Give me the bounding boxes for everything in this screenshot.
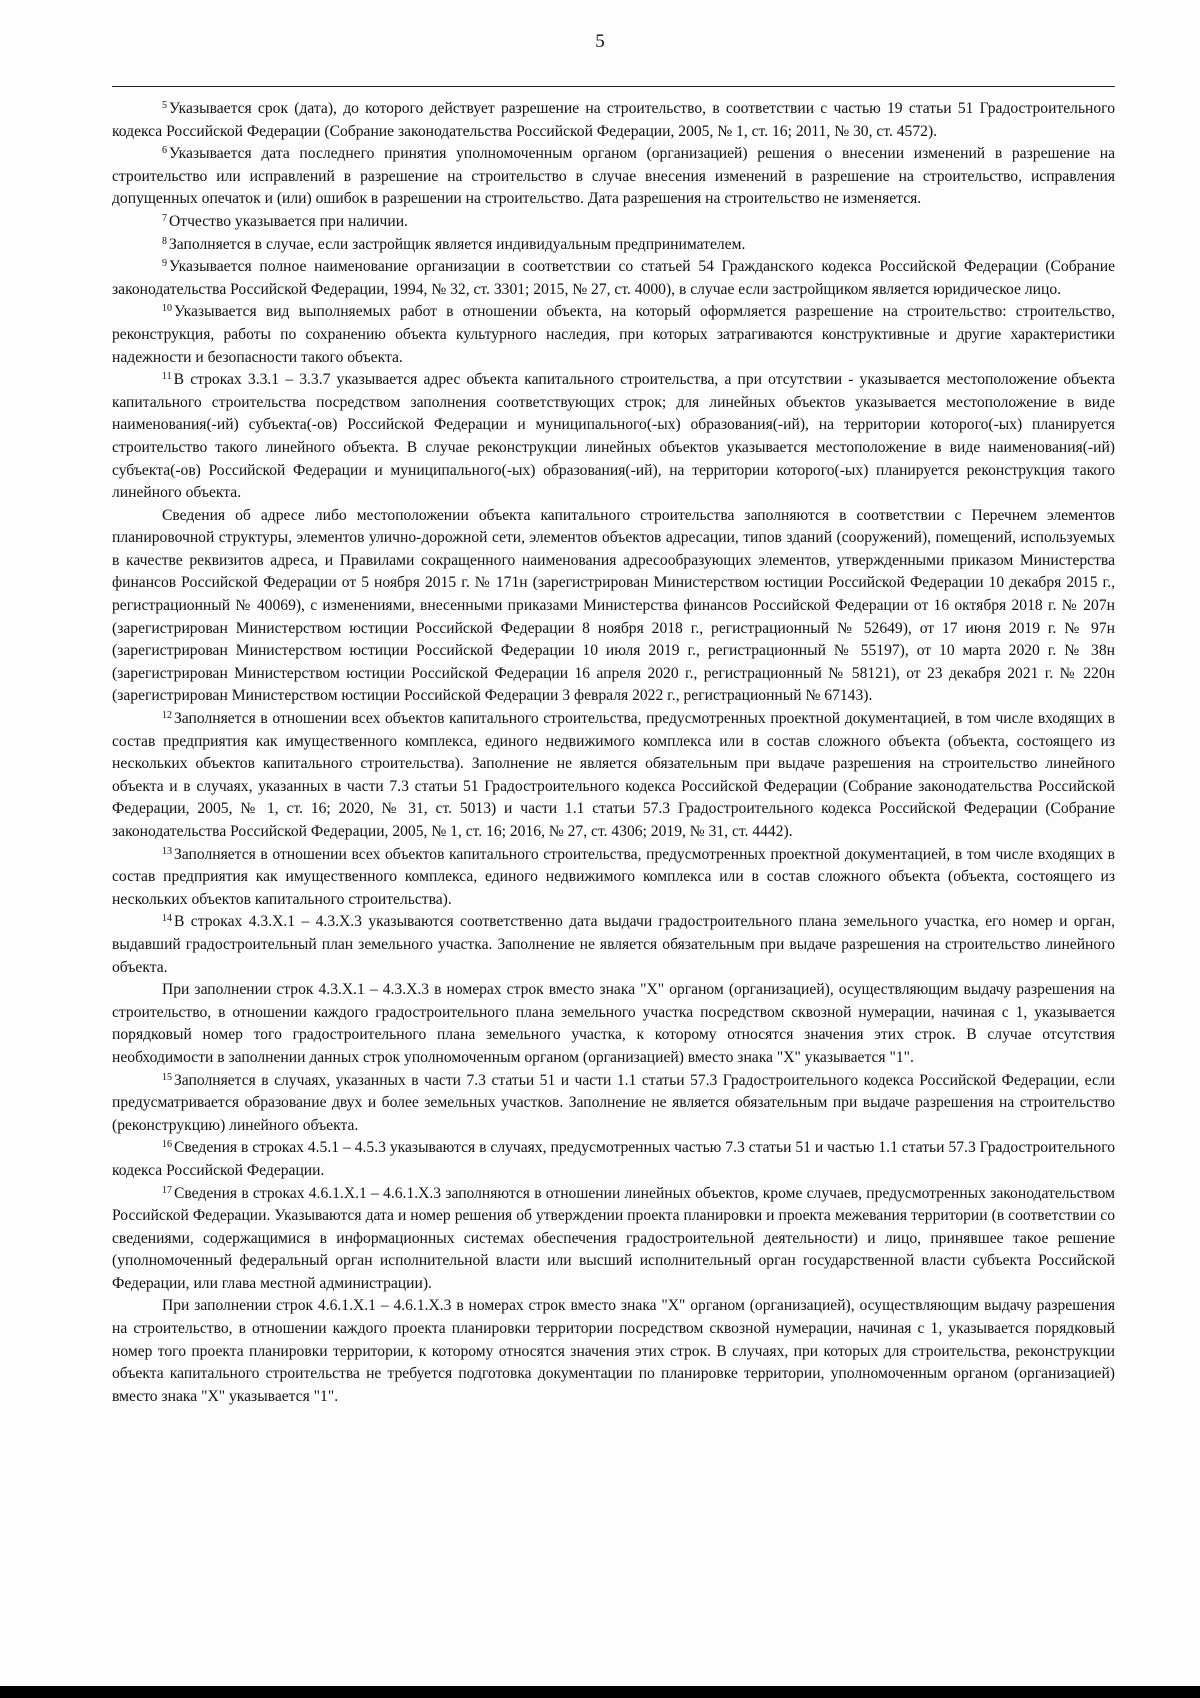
footnote-mark: 16: [162, 1139, 172, 1151]
footnote-17: [112, 1183, 1115, 1296]
footnote-14: [112, 911, 1115, 979]
footnote-13: [112, 844, 1115, 912]
footnote-text: Заполняется в отношении всех объектов капитального строительства, предусмотренных проектной документацией, в том числе входящих в состав предприятия как имущественного комплекса, единого недвижимого комплекса или в состав сложного объекта (объекта, состоящего из нескольких объектов капитального строительства).: [112, 845, 1115, 908]
footnote-separator-line: [112, 86, 1115, 87]
footnote-text: Заполняется в случае, если застройщик является индивидуальным предпринимателем.: [169, 235, 746, 253]
footnote-text: Сведения об адресе либо местоположении объекта капитального строительства заполняются в соответствии с Перечнем элементов планировочной структуры, элементов улично-дорожной сети, элементов объектов адресации, типов зданий (сооружений), помещений, используемых в качестве реквизитов адреса, и Правилами сокращенного наименования адресообразующих элементов, утвержденными приказом Министерства финансов Российской Федерации от 5 ноября 2015 г. № 171н (зарегистрирован Министерством юстиции Российской Федерации 10 декабря 2015 г., регистрационный № 40069), с изменениями, внесенными приказами Министерства финансов Российской Федерации от 16 октября 2018 г. № 207н (зарегистрирован Министерством юстиции Российской Федерации 8 ноября 2018 г., регистрационный № 52649), от 17 июня 2019 г. № 97н (зарегистрирован Министерством юстиции Российской Федерации 10 июля 2019 г., регистрационный № 55197), от 10 марта 2020 г. № 38н (зарегистрирован Министерством юстиции Российской Федерации 16 апреля 2020 г., регистрационный № 58121), от 23 декабря 2021 г. № 220н (зарегистрирован Министерством юстиции Российской Федерации 3 февраля 2022 г., регистрационный № 67143).: [112, 506, 1115, 705]
footnote-text: При заполнении строк 4.3.X.1 – 4.3.X.3 в номерах строк вместо знака "X" органом (организацией), осуществляющим выдачу разрешения на строительство, в отношении каждого градостроительного плана земельного участка посредством сквозной нумерации, начиная с 1, указывается порядковый номер того градостроительного плана земельного участка, к которому относятся значения этих строк. В случае отсутствия необходимости в заполнении данных строк уполномоченным органом (организацией) вместо знака "X" указывается "1".: [112, 981, 1115, 1066]
footnote-text: Указывается дата последнего принятия уполномоченным органом (организацией) решения о внесении изменений в разрешение на строительство или исправлений в разрешение на строительство в случае внесения изменений в разрешение на строительство, исправления допущенных опечаток и (или) ошибок в разрешении на строительство. Дата разрешения на строительство не изменяется.: [112, 145, 1115, 208]
footnote-text: При заполнении строк 4.6.1.X.1 – 4.6.1.X.3 в номерах строк вместо знака "X" органом (организацией), осуществляющим выдачу разрешения на строительство, в отношении каждого проекта планировки территории посредством сквозной нумерации, начиная с 1, указывается порядковый номер того проекта планировки территории, к которому относятся значения этих строк. В случаях, при которых для строительства, реконструкции объекта капитального строительства не требуется подготовка документации по планировке территории, уполномоченным органом (организацией) вместо знака "X" указывается "1".: [112, 1297, 1115, 1405]
footnote-text: Указывается вид выполняемых работ в отношении объекта, на который оформляется разрешение на строительство: строительство, реконструкция, работы по сохранению объекта культурного наследия, при которых затрагиваются конструктивные и другие характеристики надежности и безопасности такого объекта.: [112, 303, 1115, 366]
footnote-text: В строках 3.3.1 – 3.3.7 указывается адрес объекта капитального строительства, а при отсутствии - указывается местоположение объекта капитального строительства посредством заполнения соответствующих строк; для линейных объектов указывается местоположение в виде наименования(-ий) субъекта(-ов) Российской Федерации и муниципального(-ых) образования(-ий), на территории которого(-ых) планируется строительство такого линейного объекта. В случае реконструкции линейных объектов указывается местоположение в виде наименования(-ий) субъекта(-ов) Российской Федерации и муниципального(-ых) образования(-ий), на территории которого(-ых) планируется реконструкция такого линейного объекта.: [112, 371, 1115, 502]
footnote-7: [112, 211, 1115, 234]
footnote-8: [112, 234, 1115, 257]
footnote-mark: 7: [162, 212, 167, 224]
footnote-17-continuation: [112, 1295, 1115, 1408]
page-number: 5: [595, 31, 605, 52]
footnote-15: [112, 1070, 1115, 1138]
footnote-9: [112, 256, 1115, 301]
footnote-11: [112, 369, 1115, 505]
footnote-text: В строках 4.3.X.1 – 4.3.X.3 указываются соответственно дата выдачи градостроительного плана земельного участка, его номер и орган, выдавший градостроительный план земельного участка. Заполнение не является обязательным при выдаче разрешения на строительство линейного объекта.: [112, 913, 1115, 976]
footnote-10: [112, 301, 1115, 369]
footnote-mark: 14: [162, 913, 172, 925]
footnote-text: Заполняется в отношении всех объектов капитального строительства, предусмотренных проектной документацией, в том числе входящих в состав предприятия как имущественного комплекса, единого недвижимого комплекса или в состав сложного объекта (объекта, состоящего из нескольких объектов капитального строительства). Заполнение не является обязательным при выдаче разрешения на строительство линейного объекта и в случаях, указанных в части 7.3 статьи 51 Градостроительного кодекса Российской Федерации (Собрание законодательства Российской Федерации, 2005, № 1, ст. 16; 2020, № 31, ст. 5013) и части 1.1 статьи 57.3 Градостроительного кодекса Российской Федерации (Собрание законодательства Российской Федерации, 2005, № 1, ст. 16; 2016, № 27, ст. 4306; 2019, № 31, ст. 4442).: [112, 710, 1115, 840]
footnote-mark: 11: [162, 371, 172, 383]
footnote-6: [112, 143, 1115, 211]
footnote-5: [112, 98, 1115, 143]
footnote-12: [112, 708, 1115, 844]
footnote-mark: 9: [162, 258, 167, 270]
footnote-text: Отчество указывается при наличии.: [169, 212, 408, 230]
footnote-11-continuation: [112, 505, 1115, 708]
footnote-14-continuation: [112, 979, 1115, 1069]
footnote-text: Указывается полное наименование организации в соответствии со статьей 54 Гражданского кодекса Российской Федерации (Собрание законодательства Российской Федерации, 1994, № 32, ст. 3301; 2015, № 27, ст. 4000), в случае если застройщиком является юридическое лицо.: [112, 258, 1115, 298]
footnote-mark: 8: [162, 235, 167, 247]
footnote-text: Сведения в строках 4.5.1 – 4.5.3 указываются в случаях, предусмотренных частью 7.3 статьи 51 и частью 1.1 статьи 57.3 Градостроительного кодекса Российской Федерации.: [112, 1139, 1115, 1179]
footnote-mark: 13: [162, 845, 172, 857]
footnotes-block: [112, 98, 1115, 1408]
footnote-text: Сведения в строках 4.6.1.X.1 – 4.6.1.X.3 заполняются в отношении линейных объектов, кроме случаев, предусмотренных законодательством Российской Федерации. Указываются дата и номер решения об утверждении проекта планировки и проекта межевания территории (в соответствии со сведениями, содержащимися в информационных системах обеспечения градостроительной деятельности) и лицо, принявшее такое решение (уполномоченный федеральный орган исполнительной власти или высший исполнительный орган государственной власти субъекта Российской Федерации, или глава местной администрации).: [112, 1184, 1115, 1292]
footnote-mark: 5: [162, 100, 167, 111]
footnote-mark: 17: [162, 1184, 172, 1196]
footnote-mark: 15: [162, 1071, 172, 1083]
footnote-mark: 12: [162, 710, 172, 722]
footnote-mark: 10: [162, 303, 172, 315]
footnote-mark: 6: [162, 145, 167, 157]
footnote-text: Заполняется в случаях, указанных в части 7.3 статьи 51 и части 1.1 статьи 57.3 Градостроительного кодекса Российской Федерации, если предусматривается образование двух и более земельных участков. Заполнение не является обязательным при выдаче разрешения на строительство (реконструкцию) линейного объекта.: [112, 1071, 1115, 1134]
footnote-16: [112, 1137, 1115, 1182]
scan-bottom-edge: [0, 1686, 1200, 1698]
footnote-text: Указывается срок (дата), до которого действует разрешение на строительство, в соответствии с частью 19 статьи 51 Градостроительного кодекса Российской Федерации (Собрание законодательства Российской Федерации, 2005, № 1, ст. 16; 2011, № 30, ст. 4572).: [112, 100, 1115, 140]
